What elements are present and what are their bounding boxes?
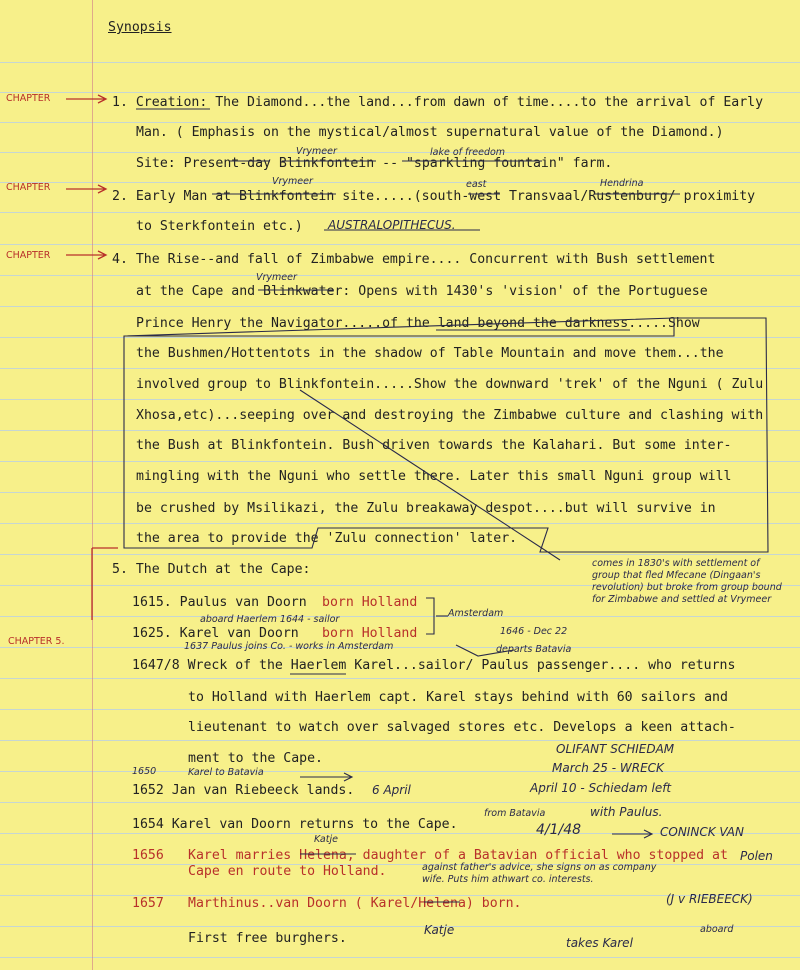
note-jv-riebeeck: (J v RIEBEECK) [666, 892, 753, 906]
line-15: the area to provide the 'Zulu connection' later. [136, 531, 518, 546]
note-hendrina: Hendrina [600, 178, 644, 189]
line-22: ment to the Cape. [188, 751, 323, 766]
chapter-label-3: CHAPTER [6, 250, 51, 261]
line-20: to Holland with Haerlem capt. Karel stays behind with 60 sailors and [188, 690, 728, 705]
note-april-10: April 10 - Schiedam left [530, 781, 672, 795]
note-australopithecus: AUSTRALOPITHECUS. [328, 218, 456, 232]
line-18-born: born Holland [322, 626, 418, 641]
note-katje-1: Katje [314, 834, 338, 845]
note-with-paulus: with Paulus. [590, 805, 663, 819]
line-19: 1647/8 Wreck of the Haerlem Karel...sailor/ Paulus passenger.... who returns [132, 658, 736, 673]
note-amsterdam: Amsterdam [448, 608, 504, 619]
batavia-arrow [300, 773, 352, 781]
note-1650: 1650 [132, 766, 157, 777]
line-14: be crushed by Msilikazi, the Zulu breakaway despot....but will survive in [136, 501, 716, 516]
page-title: Synopsis [108, 20, 172, 35]
line-26: Cape en route to Holland. [188, 864, 387, 879]
line-5: to Sterkfontein etc.) [136, 219, 303, 234]
note-karel-batavia: Karel to Batavia [188, 767, 264, 778]
line-10: involved group to Blinkfontein.....Show the downward 'trek' of the Nguni ( Zulu [136, 377, 764, 392]
note-march: March 25 - WRECK [552, 761, 664, 775]
line-27-year: 1657 [132, 896, 164, 911]
line-4: 2. Early Man at Blinkfontein site.....(south-west Transvaal/Rustenburg/ proximity [112, 189, 756, 204]
note-aboard-haerlem: aboard Haerlem 1644 - sailor [200, 614, 340, 625]
line-17: 1615. Paulus van Doorn [132, 595, 307, 610]
note-vrymeer-3: Vrymeer [256, 272, 297, 283]
note-vrymeer-2: Vrymeer [272, 176, 313, 187]
chapter-arrow-1 [66, 95, 106, 103]
line-3: Site: Present-day Blinkfontein -- "sparkling fountain" farm. [136, 156, 613, 171]
line-24: 1654 Karel van Doorn returns to the Cape. [132, 817, 458, 832]
note-aboard-2: aboard [700, 924, 734, 935]
note-paulus-joins: 1637 Paulus joins Co. - works in Amsterdam [184, 641, 394, 652]
note-coninck: CONINCK VAN [660, 825, 744, 839]
line-21: lieutenant to watch over salvaged stores etc. Develops a keen attach- [188, 720, 736, 735]
chapter-5-bracket [92, 548, 118, 620]
note-departs: departs Batavia [496, 644, 572, 655]
chapter-label-1: CHAPTER [6, 93, 51, 104]
line-11: Xhosa,etc)...seeping over and destroying the Zimbabwe culture and clashing with [136, 408, 764, 423]
line-18: 1625. Karel van Doorn [132, 626, 299, 641]
chapter-label-2: CHAPTER [6, 182, 51, 193]
note-from-batavia: from Batavia [484, 808, 546, 819]
note-olifant: OLIFANT SCHIEDAM [556, 742, 675, 756]
note-6-april: 6 April [372, 783, 411, 797]
line-25: Karel marries Helena, daughter of a Batavian official who stopped at [188, 848, 728, 863]
note-lake-of-freedom: lake of freedom [430, 147, 506, 158]
note-vrymeer-1: Vrymeer [296, 146, 337, 157]
line-9: the Bushmen/Hottentots in the shadow of Table Mountain and move them...the [136, 346, 724, 361]
chapter-arrow-2 [66, 185, 106, 193]
line-12: the Bush at Blinkfontein. Bush driven towards the Kalahari. But some inter- [136, 438, 732, 453]
line-8: Prince Henry the Navigator.....of the land beyond the darkness.....Show [136, 316, 700, 331]
note-east: east [466, 179, 487, 190]
line-7: at the Cape and Blinkwater: Opens with 1430's 'vision' of the Portuguese [136, 284, 708, 299]
line-28: First free burghers. [188, 931, 347, 946]
line-27: Marthinus..van Doorn ( Karel/Helena) born. [188, 896, 522, 911]
note-date-4-1-48: 4/1/48 [536, 822, 582, 838]
note-date-range: 1646 - Dec 22 [500, 626, 568, 637]
note-takes-karel: takes Karel [566, 936, 633, 950]
line-1: 1. Creation: The Diamond...the land...from dawn of time....to the arrival of Early [112, 95, 764, 110]
note-against-advice: against father's advice, she signs on as company wife. Puts him athwart co. interests. [422, 862, 657, 885]
chapter-label-5: CHAPTER 5. [8, 636, 65, 647]
line-6: 4. The Rise--and fall of Zimbabwe empire.... Concurrent with Bush settlement [112, 252, 716, 267]
line-13: mingling with the Nguni who settle there. Later this small Nguni group will [136, 469, 732, 484]
note-katje-2: Katje [424, 923, 455, 937]
line-16: 5. The Dutch at the Cape: [112, 562, 311, 577]
line-2: Man. ( Emphasis on the mystical/almost supernatural value of the Diamond.) [136, 125, 724, 140]
note-comes-1830s: comes in 1830's with settlement of group that fled Mfecane (Dingaan's revolution) but broke from group bound for Zimbabwe and settled at Vrymeer [592, 558, 782, 605]
line-17-born: born Holland [322, 595, 418, 610]
coninck-arrow [612, 830, 652, 838]
chapter-arrow-3 [66, 251, 106, 259]
line-23: 1652 Jan van Riebeeck lands. [132, 783, 355, 798]
line-25-year: 1656 [132, 848, 164, 863]
note-polen: Polen [740, 849, 773, 863]
